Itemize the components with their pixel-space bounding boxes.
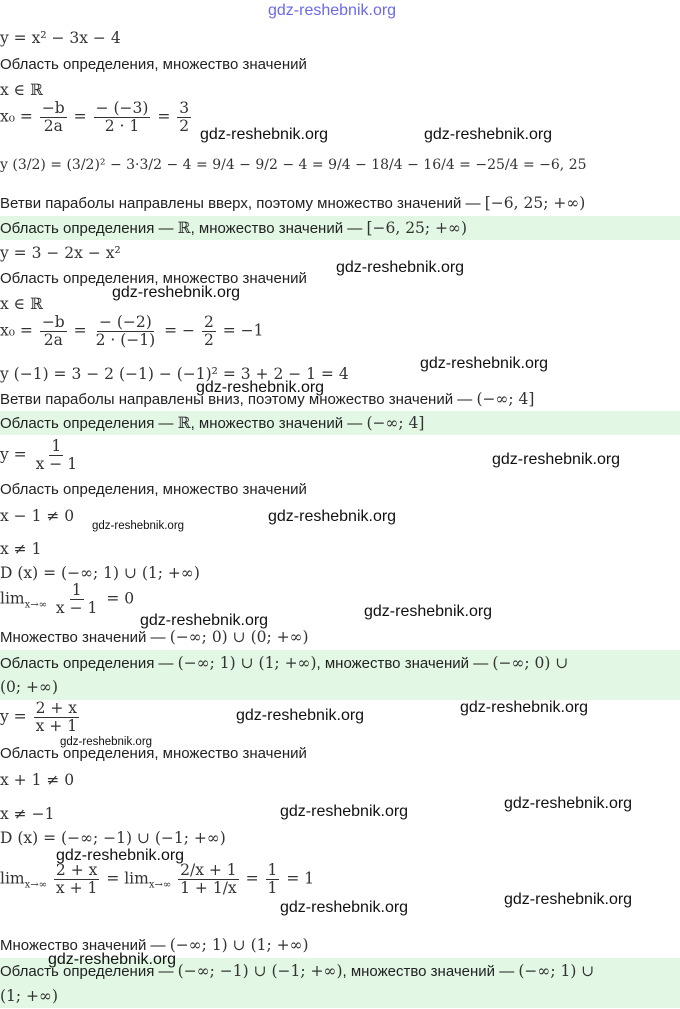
header-watermark: gdz-reshebnik.org	[268, 2, 397, 19]
lim-eq2: =	[245, 869, 259, 888]
task1-domain: x ∈ ℝ	[0, 81, 43, 99]
task3-domain: D (x) = (−∞; 1) ∪ (1; +∞)	[0, 564, 200, 582]
task3-condition: x − 1 ≠ 0	[0, 507, 75, 525]
lim-sub: x→∞	[148, 879, 172, 891]
task3-range	[0, 627, 309, 648]
answer-range-value: [−6, 25; +∞)	[366, 219, 468, 237]
fraction	[54, 862, 99, 897]
task1-function: y = x² − 3x − 4	[0, 29, 121, 47]
fraction-num: 3	[179, 99, 190, 117]
answer-range-value: (−∞; 4]	[366, 414, 425, 432]
task3-label-domain-range: Область определения, множество значений	[0, 481, 307, 498]
task1-label-domain-range: Область определения, множество значений	[0, 56, 307, 73]
watermark: gdz-reshebnik.org	[280, 803, 409, 820]
x0-result: = −1	[222, 321, 264, 340]
task4-function	[0, 700, 81, 735]
watermark: gdz-reshebnik.org	[60, 736, 153, 748]
watermark: gdz-reshebnik.org	[364, 603, 493, 620]
watermark: gdz-reshebnik.org	[56, 847, 185, 864]
task1-y-calculation: y (3/2) = (3/2)² − 3·3/2 − 4 = 9/4 − 9/2 − 4 = 9/4 − 18/4 − 16/4 = −25/4 = −6, 25	[0, 157, 587, 173]
watermark: gdz-reshebnik.org	[492, 451, 621, 468]
watermark: gdz-reshebnik.org	[504, 891, 633, 908]
watermark: gdz-reshebnik.org	[140, 612, 269, 629]
fraction-num: 1	[267, 861, 278, 879]
watermark: gdz-reshebnik.org	[460, 699, 589, 716]
watermark: gdz-reshebnik.org	[424, 126, 553, 143]
fraction-num: 1	[71, 581, 82, 599]
task3-condition2: x ≠ 1	[0, 540, 42, 558]
range-label: Множество значений —	[0, 629, 170, 646]
task2-answer	[0, 413, 424, 434]
fraction-den: 2a	[43, 117, 63, 135]
watermark: gdz-reshebnik.org	[196, 379, 325, 396]
task3-function	[0, 438, 81, 473]
watermark: gdz-reshebnik.org	[280, 899, 409, 916]
task4-answer-cont: (1; +∞)	[0, 987, 59, 1005]
fraction-num: 2 + x	[35, 699, 78, 717]
task1-branches-text	[0, 193, 585, 214]
range-value: (−∞; 1) ∪ (1; +∞)	[169, 936, 309, 954]
answer-range-label: , множество значений —	[316, 655, 493, 672]
fraction-den: 2 · (−1)	[95, 331, 156, 349]
task2-label-domain-range: Область определения, множество значений	[0, 270, 307, 287]
answer-dom-value: ℝ	[177, 414, 191, 432]
lim-result: = 1	[286, 869, 315, 888]
lim-label: lim	[0, 869, 25, 888]
range-label: Множество значений —	[0, 937, 170, 954]
task4-domain: D (x) = (−∞; −1) ∪ (−1; +∞)	[0, 829, 226, 847]
fraction-den: 1	[267, 879, 278, 897]
task3-answer-cont: (0; +∞)	[0, 678, 59, 696]
lim-sub: x→∞	[24, 879, 47, 891]
fraction	[202, 314, 216, 349]
fraction-num: 2	[203, 313, 214, 331]
fraction-num: 2 + x	[55, 861, 98, 879]
task4-limit	[0, 862, 314, 897]
answer-range-label: , множество значений —	[190, 220, 367, 237]
func-lhs: y =	[0, 707, 27, 726]
x0-lhs: x₀ =	[0, 321, 33, 340]
answer-dom-label: Область определения —	[0, 415, 178, 432]
lim-sub: x→∞	[24, 599, 47, 611]
watermark: gdz-reshebnik.org	[420, 355, 549, 372]
fraction-num: 1	[51, 437, 62, 455]
fraction	[266, 862, 280, 897]
watermark: gdz-reshebnik.org	[236, 707, 365, 724]
fraction-num: −b	[41, 99, 65, 117]
watermark: gdz-reshebnik.org	[48, 951, 177, 968]
watermark: gdz-reshebnik.org	[112, 284, 241, 301]
fraction	[94, 314, 158, 349]
fraction-den: 1 + 1/x	[180, 879, 237, 897]
fraction	[40, 314, 67, 349]
task1-x0-formula: x₀ = $\frac{-b}{2a}$ = $\frac{- (-3)}{2 \cdot 1}$ = $\frac{3}{2}$	[0, 99, 190, 135]
fraction	[94, 100, 151, 135]
watermark: gdz-reshebnik.org	[336, 259, 465, 276]
answer-range-label: , множество значений —	[190, 415, 367, 432]
task2-domain: x ∈ ℝ	[0, 295, 43, 313]
task4-condition2: x ≠ −1	[0, 805, 55, 823]
task3-limit	[0, 582, 134, 617]
answer-dom-value: (−∞; 1) ∪ (1; +∞)	[177, 654, 317, 672]
answer-range-value: (−∞; 0) ∪	[492, 654, 569, 672]
watermark: gdz-reshebnik.org	[268, 508, 397, 525]
x0-lhs: x₀ =	[0, 107, 33, 126]
task3-answer	[0, 653, 568, 674]
fraction-den: x + 1	[35, 717, 78, 735]
task4-condition: x + 1 ≠ 0	[0, 771, 75, 789]
fraction-num: 2/x + 1	[180, 861, 237, 879]
fraction-den: 2a	[43, 331, 63, 349]
answer-dom-value: ℝ	[177, 219, 191, 237]
fraction-den: x − 1	[55, 599, 98, 617]
fraction	[40, 100, 67, 135]
answer-range-label: , множество значений —	[342, 963, 519, 980]
range-value: [−6, 25; +∞)	[484, 194, 586, 212]
branches-label: Ветви параболы направлены вниз, поэтому множество значений —	[0, 391, 477, 408]
task1-answer	[0, 218, 467, 239]
fraction-den: x + 1	[55, 879, 98, 897]
task2-function: y = 3 − 2x − x²	[0, 244, 121, 262]
fraction-num: − (−3)	[95, 99, 149, 117]
func-lhs: y =	[0, 445, 27, 464]
lim-label: lim	[0, 589, 25, 608]
fraction-den: 2	[203, 331, 214, 349]
range-value: (−∞; 4]	[476, 390, 535, 408]
fraction	[177, 100, 191, 135]
watermark: gdz-reshebnik.org	[504, 795, 633, 812]
range-value: (−∞; 0) ∪ (0; +∞)	[169, 628, 309, 646]
task4-label-domain-range: Область определения, множество значений	[0, 745, 307, 762]
fraction	[34, 438, 79, 473]
fraction-num: − (−2)	[98, 313, 152, 331]
task2-x0-formula: x₀ = $\frac{-b}{2a}$ = $\frac{- (-2)}{2 \cdot (-1)}$ = − $\frac{2}{2}$ = −1	[0, 313, 264, 349]
fraction	[34, 700, 79, 735]
lim-eq: = lim	[106, 869, 149, 888]
branches-label: Ветви параболы направлены вверх, поэтому множество значений —	[0, 195, 485, 212]
lim-result: = 0	[106, 589, 135, 608]
fraction	[54, 582, 99, 617]
fraction-den: 2 · 1	[104, 117, 140, 135]
answer-dom-label: Область определения —	[0, 963, 178, 980]
answer-dom-label: Область определения —	[0, 655, 178, 672]
answer-dom-value: (−∞; −1) ∪ (−1; +∞)	[177, 962, 343, 980]
fraction-den: x − 1	[35, 455, 78, 473]
fraction-den: 2	[179, 117, 190, 135]
x0-eq: = −	[164, 321, 196, 340]
task2-y-calculation: y (−1) = 3 − 2 (−1) − (−1)² = 3 + 2 − 1 = 4	[0, 365, 349, 383]
watermark: gdz-reshebnik.org	[92, 520, 185, 532]
answer-dom-label: Область определения —	[0, 220, 178, 237]
fraction-num: −b	[41, 313, 65, 331]
watermark: gdz-reshebnik.org	[200, 126, 329, 143]
answer-range-value: (−∞; 1) ∪	[518, 962, 595, 980]
fraction	[178, 862, 239, 897]
